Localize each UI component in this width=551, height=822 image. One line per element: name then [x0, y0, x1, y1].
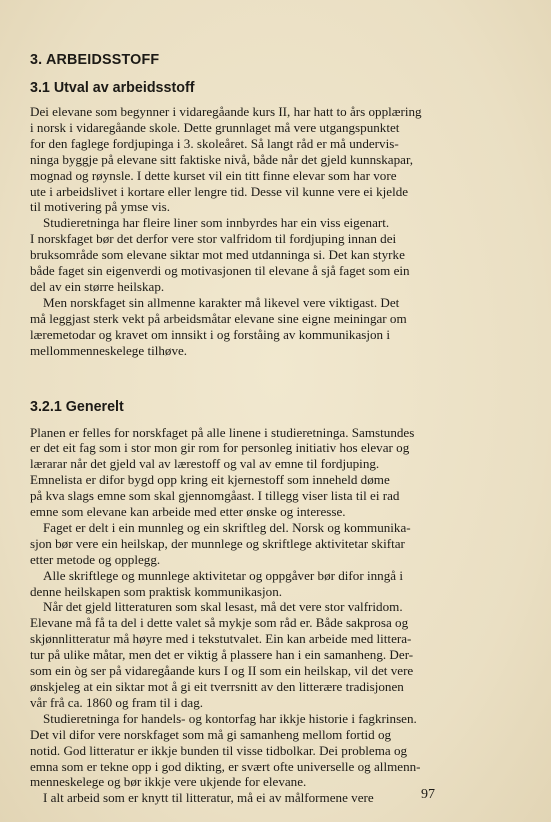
text-line: læremetodar og kravet om innsikt i og forståing av kommunikasjon i: [30, 326, 391, 342]
text-line: skjønnlitteratur må høyre med i tekstutvalet. Ein kan arbeide med littera-: [30, 631, 412, 647]
text-line: etter metode og opplegg.: [30, 551, 161, 567]
text-line: sjon bør vere ein heilskap, der munnlege og skriftlege aktivitetar skiftar: [30, 535, 405, 551]
chapter-heading: 3. ARBEIDSSTOFF: [30, 52, 160, 68]
paragraph: [30, 790, 522, 806]
text-line: mellommenneskelege tilhøve.: [30, 342, 188, 358]
text-line: i norsk i vidaregåande skole. Dette grunnlaget må vere utgangspunktet: [30, 119, 400, 135]
text-line: som ein òg ser på vidaregåande kurs I og II som ein heilskap, vil det vere: [30, 663, 414, 679]
text-line: tur på ulike måtar, men det er viktig å plassere han i ein samanheng. Der-: [30, 647, 414, 663]
paragraph: [30, 520, 522, 568]
text-line: til motivering på ymse vis.: [30, 199, 171, 215]
text-line: Men norskfaget sin allmenne karakter må likevel vere viktigast. Det: [43, 294, 400, 310]
text-line: ninga byggje på elevane sitt faktiske nivå, både når det gjeld kunnskapar,: [30, 151, 414, 167]
paragraph: [30, 425, 522, 520]
text-line: bruksområde som elevane siktar mot med utdanninga si. Det kan styrke: [30, 247, 405, 263]
paragraph: [30, 215, 522, 295]
text-line: denne heilskapen som praktisk kommunikasjon.: [30, 583, 283, 599]
text-line: Planen er felles for norskfaget på alle linene i studieretninga. Samstundes: [30, 424, 415, 440]
text-line: Alle skriftlege og munnlege aktivitetar og oppgåver bør difor inngå i: [43, 567, 403, 583]
text-line: vår frå ca. 1860 og fram til i dag.: [30, 694, 204, 710]
paragraph: [30, 599, 522, 710]
text-line: Faget er delt i ein munnleg og ein skriftleg del. Norsk og kommunika-: [43, 519, 411, 535]
paragraph: [30, 295, 522, 359]
text-line: lærarar når det gjeld val av lærestoff og val av emne til fordjuping.: [30, 456, 380, 472]
text-line: Dei elevane som begynner i vidaregåande kurs II, har hatt to års opplæring: [30, 104, 422, 119]
subsection-heading: 3.2.1 Generelt: [30, 398, 124, 415]
text-line: Det vil difor vere norskfaget som må gi samanheng mellom fortid og: [30, 726, 392, 742]
text-line: menneskelege og bør ikkje vere ukjende for elevane.: [30, 774, 307, 790]
text-line: for den faglege fordjupinga i 3. skoleåret. Så langt råd er må undervis-: [30, 135, 399, 151]
text-line: mognad og røynsle. I dette kurset vil ein titt finne elevar som har vore: [30, 167, 397, 183]
text-line: notid. God litteratur er ikkje bunden til visse tidbolkar. Dei problema og: [30, 742, 408, 758]
text-line: emne som elevane kan arbeide med etter ønske og interesse.: [30, 504, 346, 520]
text-line: Studieretninga har fleire liner som innbyrdes har ein viss eigenart.: [43, 215, 390, 231]
paragraph: [30, 711, 522, 791]
section-3-1-body: [30, 104, 522, 359]
section-heading: 3.1 Utval av arbeidsstoff: [30, 80, 195, 96]
text-line: Emnelista er difor bygd opp kring eit kjernestoff som inneheld døme: [30, 472, 390, 488]
text-line: på kva slags emne som skal gjennomgåast. I tillegg viser lista til ei rad: [30, 488, 400, 504]
text-line: I norskfaget bør det derfor vere stor valfridom til fordjuping innan dei: [30, 231, 397, 247]
text-body: [30, 52, 522, 806]
text-line: Studieretninga for handels- og kontorfag har ikkje historie i fagkrinsen.: [43, 710, 417, 726]
text-line: del av ein større heilskap.: [30, 278, 165, 294]
section-3-2-1-body: [30, 425, 522, 807]
text-line: må leggjast sterk vekt på arbeidsmåtar elevane sine eigne meiningar om: [30, 310, 407, 326]
text-line: ute i arbeidslivet i kortare eller lengre tid. Desse vil kunne vere ei kjelde: [30, 183, 409, 199]
text-line: I alt arbeid som er knytt til litteratur, må ei av målformene vere: [43, 790, 374, 806]
page-number: 97: [421, 787, 435, 802]
text-line: Når det gjeld litteraturen som skal lesast, må det vere stor valfridom.: [43, 599, 403, 615]
paragraph: [30, 568, 522, 600]
text-line: Elevane må få ta del i dette valet så mykje som råd er. Både sakprosa og: [30, 615, 409, 631]
paragraph: [30, 104, 522, 215]
text-line: er det eit fag som i stor mon gir rom for personleg initiativ hos elevar og: [30, 440, 410, 456]
text-line: både faget sin eigenverdi og motivasjonen til elevane å sjå faget som ein: [30, 263, 410, 279]
text-line: ønskjeleg at ein siktar mot å gi eit tverrsnitt av den litterære tradisjonen: [30, 679, 404, 694]
text-line: emna som er tekne opp i god dikting, er svært ofte universelle og allmenn-: [30, 758, 421, 774]
